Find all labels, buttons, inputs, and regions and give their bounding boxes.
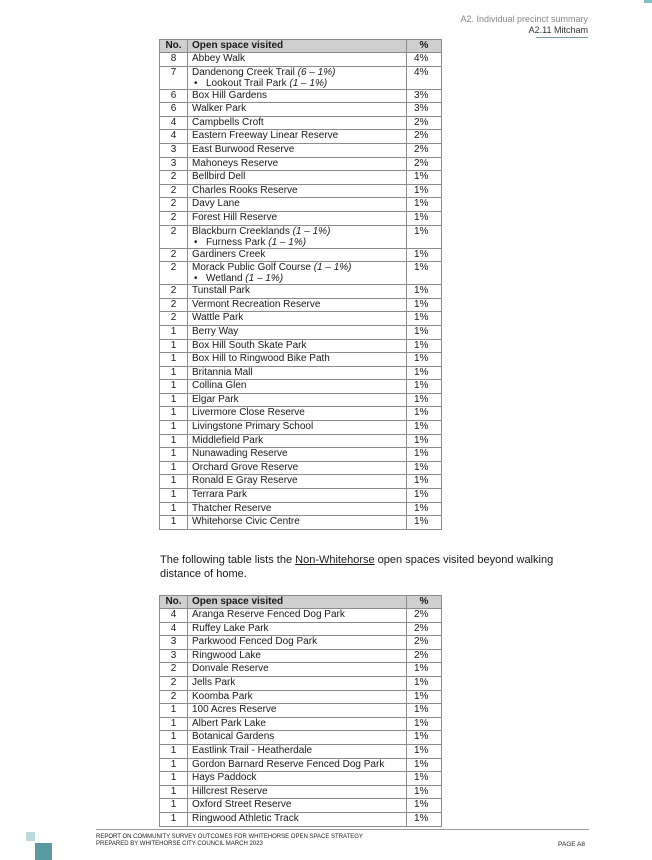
row-open-space <box>188 609 407 623</box>
intro-paragraph <box>160 553 560 581</box>
row-open-space <box>188 448 407 462</box>
table-row <box>160 143 442 157</box>
non-whitehorse-open-space-table <box>159 595 442 827</box>
row-count: 7 <box>160 66 188 89</box>
row-percent: 1% <box>407 663 442 677</box>
row-percent: 1% <box>407 380 442 394</box>
sub-item-breakdown: (1 – 1%) <box>286 77 328 89</box>
row-open-space <box>188 461 407 475</box>
row-percent: 1% <box>407 516 442 530</box>
row-open-space <box>188 157 407 171</box>
table-row <box>160 649 442 663</box>
row-percent: 2% <box>407 609 442 623</box>
row-count: 1 <box>160 421 188 435</box>
open-space-name: Davy Lane <box>192 198 240 210</box>
footer-report-title: REPORT ON COMMUNITY SURVEY OUTCOMES FOR WHITEHORSE OPEN SPACE STRATEGY <box>96 834 363 840</box>
open-space-name: Jells Park <box>192 676 236 688</box>
row-percent: 1% <box>407 325 442 339</box>
bullet-glyph: • <box>194 236 198 248</box>
row-percent: 1% <box>407 758 442 772</box>
open-space-name: Ringwood Athletic Track <box>192 812 299 824</box>
row-count: 2 <box>160 676 188 690</box>
row-count: 1 <box>160 393 188 407</box>
row-percent: 1% <box>407 799 442 813</box>
open-space-name: Livingstone Primary School <box>192 421 314 433</box>
open-space-name: Middlefield Park <box>192 434 264 446</box>
row-percent: 1% <box>407 339 442 353</box>
row-count: 1 <box>160 772 188 786</box>
table-row <box>160 785 442 799</box>
row-count: 1 <box>160 325 188 339</box>
row-open-space <box>188 475 407 489</box>
row-count: 1 <box>160 744 188 758</box>
row-open-space <box>188 285 407 299</box>
row-count: 2 <box>160 225 188 248</box>
table-row <box>160 298 442 312</box>
row-open-space <box>188 690 407 704</box>
open-space-name: Walker Park <box>192 103 247 115</box>
header-rule <box>536 37 588 38</box>
open-space-name: Terrara Park <box>192 489 248 501</box>
open-space-breakdown: (1 – 1%) <box>289 225 331 237</box>
table-row <box>160 690 442 704</box>
row-open-space <box>188 53 407 67</box>
open-space-name: Dandenong Creek Trail <box>192 66 295 78</box>
open-space-name: Livermore Close Reserve <box>192 407 305 419</box>
table-row <box>160 89 442 103</box>
table-row <box>160 380 442 394</box>
corner-accent <box>644 0 652 3</box>
row-count: 1 <box>160 407 188 421</box>
row-count: 6 <box>160 103 188 117</box>
row-open-space <box>188 785 407 799</box>
page-number: PAGE A8 <box>558 841 585 848</box>
open-space-name: Albert Park Lake <box>192 717 266 729</box>
row-open-space <box>188 353 407 367</box>
open-space-name: Vermont Recreation Reserve <box>192 298 321 310</box>
column-header-open-space: Open space visited <box>188 596 407 609</box>
row-open-space <box>188 799 407 813</box>
row-percent: 1% <box>407 184 442 198</box>
table-row <box>160 502 442 516</box>
row-count: 1 <box>160 434 188 448</box>
whitehorse-open-space-table <box>159 39 442 530</box>
row-count: 1 <box>160 731 188 745</box>
open-space-name: Thatcher Reserve <box>192 502 272 514</box>
open-space-name: Parkwood Fenced Dog Park <box>192 636 318 648</box>
row-count: 2 <box>160 690 188 704</box>
row-percent: 1% <box>407 262 442 285</box>
row-percent: 1% <box>407 225 442 248</box>
open-space-name: 100 Acres Reserve <box>192 704 277 716</box>
row-open-space <box>188 298 407 312</box>
row-open-space <box>188 731 407 745</box>
row-percent: 1% <box>407 298 442 312</box>
open-space-name: Hillcrest Reserve <box>192 785 268 797</box>
row-count: 1 <box>160 812 188 826</box>
row-percent: 1% <box>407 731 442 745</box>
open-space-breakdown: (1 – 1%) <box>310 262 352 274</box>
bullet-glyph: • <box>194 77 198 89</box>
column-header-no: No. <box>160 40 188 53</box>
row-percent: 4% <box>407 66 442 89</box>
open-space-name: Gardiners Creek <box>192 248 266 260</box>
table-row <box>160 66 442 89</box>
open-space-name: Ronald E Gray Reserve <box>192 475 298 487</box>
row-percent: 1% <box>407 448 442 462</box>
table-row <box>160 489 442 503</box>
row-count: 1 <box>160 502 188 516</box>
row-count: 1 <box>160 489 188 503</box>
row-open-space <box>188 89 407 103</box>
row-percent: 2% <box>407 157 442 171</box>
row-percent: 1% <box>407 366 442 380</box>
row-count: 1 <box>160 448 188 462</box>
open-space-name: East Burwood Reserve <box>192 143 295 155</box>
table-row <box>160 312 442 326</box>
row-count: 1 <box>160 758 188 772</box>
row-percent: 1% <box>407 772 442 786</box>
row-count: 6 <box>160 89 188 103</box>
row-count: 1 <box>160 717 188 731</box>
row-count: 4 <box>160 609 188 623</box>
row-count: 1 <box>160 475 188 489</box>
row-count: 1 <box>160 461 188 475</box>
column-header-no: No. <box>160 596 188 609</box>
row-count: 2 <box>160 298 188 312</box>
table-row <box>160 184 442 198</box>
row-count: 3 <box>160 636 188 650</box>
open-space-name: Donvale Reserve <box>192 663 269 675</box>
row-open-space <box>188 622 407 636</box>
row-percent: 1% <box>407 407 442 421</box>
open-space-name: Ringwood Lake <box>192 649 261 661</box>
table-row <box>160 366 442 380</box>
table-row <box>160 225 442 248</box>
row-count: 4 <box>160 116 188 130</box>
table-row <box>160 799 442 813</box>
intro-text-after: open spaces visited beyond walking distance of home. <box>160 554 554 580</box>
row-percent: 3% <box>407 89 442 103</box>
sub-item-breakdown: (1 – 1%) <box>265 236 307 248</box>
row-percent: 1% <box>407 171 442 185</box>
row-open-space <box>188 262 407 285</box>
sub-item-name: Wetland <box>206 273 243 285</box>
row-count: 1 <box>160 380 188 394</box>
row-percent: 1% <box>407 717 442 731</box>
row-count: 2 <box>160 184 188 198</box>
table-row <box>160 103 442 117</box>
page-footer <box>96 834 363 848</box>
open-space-name: Campbells Croft <box>192 116 264 128</box>
row-percent: 1% <box>407 198 442 212</box>
column-header-percent: % <box>407 596 442 609</box>
row-open-space <box>188 758 407 772</box>
row-open-space <box>188 663 407 677</box>
row-open-space <box>188 502 407 516</box>
table-row <box>160 744 442 758</box>
table-row <box>160 353 442 367</box>
sub-item-breakdown: (1 – 1%) <box>242 273 284 285</box>
page-header <box>460 14 588 36</box>
row-count: 1 <box>160 366 188 380</box>
table-row <box>160 731 442 745</box>
row-count: 2 <box>160 171 188 185</box>
row-open-space <box>188 171 407 185</box>
sub-item-name: Furness Park <box>206 236 266 248</box>
open-space-name: Elgar Park <box>192 393 239 405</box>
non-whitehorse-term: Non-Whitehorse <box>295 554 375 566</box>
table-row <box>160 285 442 299</box>
sub-item <box>192 237 402 248</box>
row-percent: 1% <box>407 475 442 489</box>
row-percent: 1% <box>407 489 442 503</box>
row-count: 3 <box>160 157 188 171</box>
table-row <box>160 758 442 772</box>
row-open-space <box>188 676 407 690</box>
row-open-space <box>188 812 407 826</box>
row-count: 1 <box>160 339 188 353</box>
row-count: 1 <box>160 704 188 718</box>
table-row <box>160 772 442 786</box>
row-open-space <box>188 225 407 248</box>
open-space-name: Ruffey Lake Park <box>192 622 269 634</box>
row-percent: 1% <box>407 676 442 690</box>
row-open-space <box>188 772 407 786</box>
table-header-row <box>160 40 442 53</box>
row-count: 2 <box>160 312 188 326</box>
row-count: 2 <box>160 211 188 225</box>
row-open-space <box>188 211 407 225</box>
sub-item-name: Lookout Trail Park <box>206 77 287 89</box>
row-percent: 1% <box>407 211 442 225</box>
row-percent: 1% <box>407 421 442 435</box>
row-open-space <box>188 248 407 262</box>
row-percent: 1% <box>407 812 442 826</box>
sub-item <box>192 78 402 89</box>
row-count: 1 <box>160 353 188 367</box>
open-space-name: Gordon Barnard Reserve Fenced Dog Park <box>192 758 385 770</box>
row-percent: 1% <box>407 690 442 704</box>
row-percent: 1% <box>407 704 442 718</box>
open-space-name: Aranga Reserve Fenced Dog Park <box>192 609 345 620</box>
open-space-name: Blackburn Creeklands <box>192 225 290 237</box>
row-open-space <box>188 516 407 530</box>
row-percent: 1% <box>407 353 442 367</box>
row-open-space <box>188 66 407 89</box>
row-open-space <box>188 421 407 435</box>
section-title: A2. Individual precinct summary <box>460 14 588 24</box>
row-count: 8 <box>160 53 188 67</box>
row-open-space <box>188 717 407 731</box>
row-open-space <box>188 325 407 339</box>
row-percent: 1% <box>407 502 442 516</box>
sub-item <box>192 273 402 284</box>
table-row <box>160 198 442 212</box>
row-open-space <box>188 312 407 326</box>
open-space-name: Box Hill South Skate Park <box>192 339 307 351</box>
table-row <box>160 393 442 407</box>
table-row <box>160 622 442 636</box>
table-row <box>160 676 442 690</box>
row-percent: 1% <box>407 461 442 475</box>
row-open-space <box>188 339 407 353</box>
open-space-name: Botanical Gardens <box>192 731 275 743</box>
table-row <box>160 262 442 285</box>
row-open-space <box>188 366 407 380</box>
row-count: 2 <box>160 262 188 285</box>
table-row <box>160 461 442 475</box>
open-space-name: Eastlink Trail - Heatherdale <box>192 744 313 756</box>
table-row <box>160 421 442 435</box>
table-row <box>160 407 442 421</box>
row-open-space <box>188 103 407 117</box>
row-open-space <box>188 704 407 718</box>
open-space-name: Abbey Walk <box>192 53 245 64</box>
row-open-space <box>188 380 407 394</box>
open-space-name: Forest Hill Reserve <box>192 211 278 223</box>
row-count: 4 <box>160 130 188 144</box>
row-count: 2 <box>160 663 188 677</box>
row-open-space <box>188 198 407 212</box>
footer-prepared-by: PREPARED BY WHITEHORSE CITY COUNCIL MARCH 2023 <box>96 841 263 847</box>
table-row <box>160 475 442 489</box>
open-space-name: Box Hill to Ringwood Bike Path <box>192 353 330 365</box>
row-percent: 4% <box>407 53 442 67</box>
open-space-name: Mahoneys Reserve <box>192 157 279 169</box>
row-percent: 1% <box>407 285 442 299</box>
bullet-glyph: • <box>194 273 198 285</box>
row-count: 2 <box>160 248 188 262</box>
table-row <box>160 116 442 130</box>
row-count: 3 <box>160 143 188 157</box>
open-space-name: Collina Glen <box>192 380 247 392</box>
open-space-name: Britannia Mall <box>192 366 253 378</box>
table-row <box>160 663 442 677</box>
row-count: 2 <box>160 198 188 212</box>
row-percent: 3% <box>407 103 442 117</box>
table-row <box>160 130 442 144</box>
row-count: 2 <box>160 285 188 299</box>
open-space-name: Wattle Park <box>192 312 244 324</box>
row-percent: 2% <box>407 649 442 663</box>
open-space-name: Charles Rooks Reserve <box>192 184 298 196</box>
open-space-name: Morack Public Golf Course <box>192 262 311 274</box>
table-row <box>160 516 442 530</box>
row-percent: 2% <box>407 130 442 144</box>
row-open-space <box>188 143 407 157</box>
table-row <box>160 812 442 826</box>
row-open-space <box>188 130 407 144</box>
open-space-name: Nunawading Reserve <box>192 448 288 460</box>
open-space-name: Berry Way <box>192 325 239 337</box>
table-row <box>160 157 442 171</box>
column-header-open-space: Open space visited <box>188 40 407 53</box>
row-count: 1 <box>160 785 188 799</box>
table-row <box>160 448 442 462</box>
open-space-name: Eastern Freeway Linear Reserve <box>192 130 339 142</box>
row-percent: 2% <box>407 143 442 157</box>
row-open-space <box>188 489 407 503</box>
row-open-space <box>188 393 407 407</box>
row-open-space <box>188 649 407 663</box>
row-percent: 1% <box>407 393 442 407</box>
table-row <box>160 717 442 731</box>
table-row <box>160 171 442 185</box>
table-row <box>160 609 442 623</box>
row-open-space <box>188 116 407 130</box>
row-count: 3 <box>160 649 188 663</box>
row-percent: 2% <box>407 116 442 130</box>
open-space-name: Bellbird Dell <box>192 171 246 183</box>
open-space-name: Hays Paddock <box>192 772 257 784</box>
column-header-percent: % <box>407 40 442 53</box>
footer-rule <box>96 829 589 830</box>
table-row <box>160 211 442 225</box>
open-space-name: Koomba Park <box>192 690 253 702</box>
row-count: 4 <box>160 622 188 636</box>
open-space-name: Whitehorse Civic Centre <box>192 516 300 528</box>
row-open-space <box>188 407 407 421</box>
row-count: 1 <box>160 516 188 530</box>
table-row <box>160 434 442 448</box>
footer-accent-square-dark <box>35 843 52 860</box>
intro-text-before: The following table lists the <box>160 554 296 566</box>
open-space-name: Box Hill Gardens <box>192 89 268 101</box>
table-row <box>160 53 442 67</box>
row-percent: 1% <box>407 312 442 326</box>
row-percent: 1% <box>407 248 442 262</box>
row-percent: 1% <box>407 744 442 758</box>
row-open-space <box>188 434 407 448</box>
table-row <box>160 325 442 339</box>
open-space-breakdown: (6 – 1%) <box>294 66 336 78</box>
table-row <box>160 339 442 353</box>
table-row <box>160 704 442 718</box>
row-open-space <box>188 184 407 198</box>
row-percent: 1% <box>407 785 442 799</box>
open-space-name: Tunstall Park <box>192 285 250 297</box>
row-count: 1 <box>160 799 188 813</box>
subsection-title: A2.11 Mitcham <box>528 25 588 35</box>
row-percent: 2% <box>407 636 442 650</box>
row-percent: 2% <box>407 622 442 636</box>
open-space-name: Orchard Grove Reserve <box>192 461 299 473</box>
row-percent: 1% <box>407 434 442 448</box>
open-space-name: Oxford Street Reserve <box>192 799 292 811</box>
row-open-space <box>188 744 407 758</box>
table-row <box>160 248 442 262</box>
footer-accent-square-light <box>26 832 35 841</box>
table-header-row <box>160 596 442 609</box>
row-open-space <box>188 636 407 650</box>
table-row <box>160 636 442 650</box>
